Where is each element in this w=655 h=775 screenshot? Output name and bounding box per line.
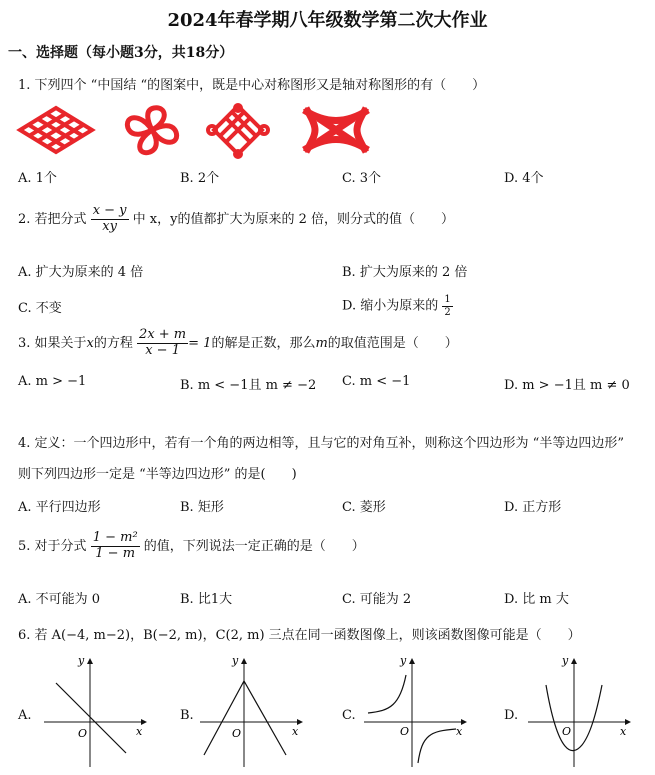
question-2-option-d[interactable]: D. 缩小为原来的 $\frac{1}{2}$	[342, 294, 451, 318]
question-6-stem: 6. 若 A(−4, m−2)，B(−2, m)，C(2, m) 三点在同一函数图像上，则该函数图像可能是（ ）	[18, 628, 581, 643]
knot-figure-c	[206, 102, 270, 158]
question-2-option-a[interactable]: A. 扩大为原来的 4 倍	[18, 265, 144, 280]
page-title: 2024年春学期八年级数学第二次大作业	[167, 10, 488, 31]
question-4-option-d[interactable]: D. 正方形	[504, 500, 562, 515]
question-4-option-a[interactable]: A. 平行四边形	[18, 500, 101, 515]
question-6-option-b[interactable]: B.	[180, 708, 194, 723]
question-4-stem-line1: 4. 定义：一个四边形中，若有一个角的两边相等，且与它的对角互补，则称这个四边形为 “半等边四边形”	[18, 436, 624, 451]
origin-label: O	[400, 725, 410, 738]
knot-figure-a	[18, 106, 94, 154]
question-3-option-a[interactable]: A. m > −1	[18, 374, 87, 389]
question-6-option-c[interactable]: C.	[342, 708, 356, 723]
question-2-option-b[interactable]: B. 扩大为原来的 2 倍	[342, 265, 468, 280]
axis-y-label: y	[232, 654, 239, 667]
question-4-option-b[interactable]: B. 矩形	[180, 500, 224, 515]
graph-a[interactable]	[40, 655, 150, 770]
question-2-option-c[interactable]: C. 不变	[18, 301, 62, 316]
axis-x-label: x	[456, 725, 463, 738]
axis-y-label: y	[400, 654, 407, 667]
axis-x-label: x	[620, 725, 627, 738]
question-6-option-a[interactable]: A.	[18, 708, 32, 723]
question-5-option-b[interactable]: B. 比1大	[180, 592, 233, 607]
question-1-option-c[interactable]: C. 3个	[342, 171, 382, 186]
question-1-option-d[interactable]: D. 4个	[504, 171, 544, 186]
question-5-stem: 5. 对于分式 $\frac{\text{1 − m²}}{1 - m}$ 的值，下列说法一定正确的是（ ）	[18, 530, 365, 561]
question-2-stem: 2. 若把分式 $\frac{x - y}{xy}$ 中 x，y的值都扩大为原来的 2 倍，则分式的值（ ）	[18, 203, 455, 234]
fraction: $\frac{2x + m}{x - 1}$	[139, 327, 187, 358]
fraction-half: $\frac{1}{2}$	[444, 294, 451, 318]
question-1-stem: 1. 下列四个 “中国结 “的图案中，既是中心对称图形又是轴对称图形的有（ ）	[18, 78, 486, 93]
origin-label: O	[232, 727, 242, 740]
question-3-option-d[interactable]: D. m > −1且 m ≠ 0	[504, 378, 630, 393]
question-4-stem-line2: 则下列四边形一定是 “半等边四边形” 的是( )	[18, 467, 297, 482]
section-heading: 一、选择题（每小题3分，共18分）	[8, 45, 234, 61]
question-6-option-d[interactable]: D.	[504, 708, 519, 723]
question-1-option-a[interactable]: A. 1个	[18, 171, 57, 186]
axis-y-label: y	[78, 654, 85, 667]
fraction: $\frac{x - y}{xy}$	[92, 203, 127, 234]
knot-figure-b	[120, 102, 184, 158]
question-3-option-b[interactable]: B. m < −1且 m ≠ −2	[180, 378, 317, 393]
axis-x-label: x	[292, 725, 299, 738]
question-5-option-a[interactable]: A. 不可能为 0	[18, 592, 101, 607]
origin-label: O	[562, 725, 572, 738]
question-1-option-b[interactable]: B. 2个	[180, 171, 220, 186]
graph-d[interactable]	[524, 655, 634, 770]
question-4-option-c[interactable]: C. 菱形	[342, 500, 386, 515]
knot-figure-d	[296, 100, 376, 160]
axis-y-label: y	[562, 654, 569, 667]
axis-x-label: x	[136, 725, 143, 738]
graph-b[interactable]	[196, 655, 306, 770]
question-3-stem: 3. 如果关于x的方程 $\frac{2x + m}{x - 1}$ = 1的解是正数，那么m的取值范围是（ ）	[18, 327, 458, 358]
fraction: $\frac{\text{1 − m²}}{1 - m}$	[92, 530, 138, 561]
question-5-option-c[interactable]: C. 可能为 2	[342, 592, 412, 607]
question-5-option-d[interactable]: D. 比 m 大	[504, 592, 569, 607]
origin-label: O	[78, 727, 88, 740]
question-3-option-c[interactable]: C. m < −1	[342, 374, 411, 389]
graph-c[interactable]	[360, 655, 470, 770]
